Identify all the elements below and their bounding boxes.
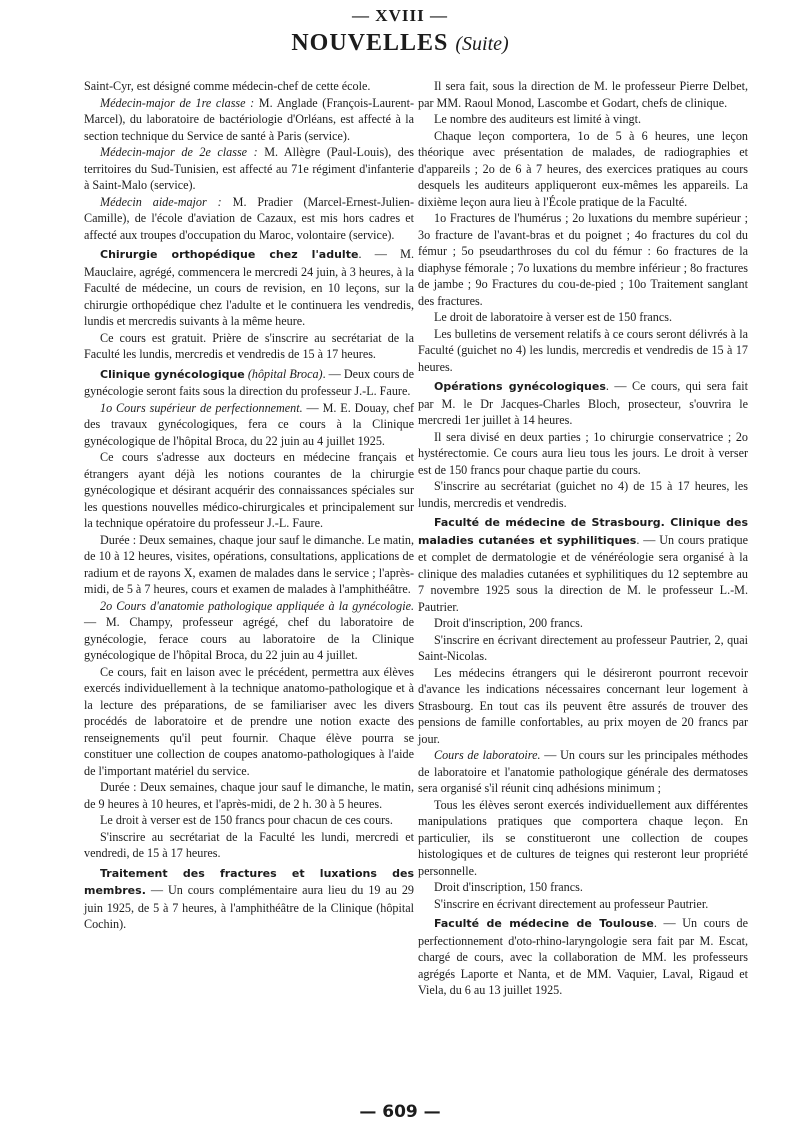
paragraph — [418, 514, 748, 615]
section-heading: Faculté de médecine de Strasbourg. Clinique des maladies cutanées et syphilitiques — [418, 516, 748, 547]
right-column — [418, 78, 748, 999]
paragraph — [418, 429, 748, 479]
paragraph — [84, 366, 414, 400]
paragraph-text: Le droit de laboratoire à verser est de 150 francs. — [434, 310, 672, 324]
paragraph — [84, 144, 414, 194]
paragraph — [84, 865, 414, 933]
paragraph — [84, 78, 414, 95]
paragraph — [84, 829, 414, 862]
paragraph — [418, 879, 748, 896]
paragraph-text: Ce cours, fait en laison avec le précédent, permettra aux élèves exercés individuellement à la technique anatomo-pathologique et à la lecture des préparations, de se familiariser avec les divers procédés de laboratoire et de prendre une notion exacte des renseignements qu'il peut fournir. Chaque élève pourra se constituer une collection de coupes anatomo-pathologiques à l'aide de l'important matériel du service. — [84, 664, 414, 778]
paragraph — [84, 400, 414, 450]
paragraph — [84, 812, 414, 829]
paragraph-text: Droit d'inscription, 150 francs. — [434, 880, 583, 894]
paragraph — [84, 598, 414, 664]
paragraph-text: . — Un cours pratique et complet de dermatologie et de vénéréologie sera organisé à la clinique des maladies cutanées et syphilitiques du 12 septembre au 7 novembre 1925 sous la direction de M. le professeur L.-M. Pautrier. — [418, 532, 748, 614]
paragraph — [84, 532, 414, 598]
paragraph — [418, 747, 748, 797]
italic-heading: 1o Cours supérieur de perfectionnement. — [100, 400, 303, 415]
paragraph-text: Saint-Cyr, est désigné comme médecin-chef de cette école. — [84, 79, 371, 93]
paragraph-text: S'inscrire en écrivant directement au professeur Pautrier. — [434, 896, 709, 911]
paragraph-text: Durée : Deux semaines, chaque jour sauf le dimanche. Le matin, de 10 à 12 heures, visites, opérations, consultations, applications de radium et de rayons X, examen de malades dans le service ; l'après-midi, de 5 à 7 heures, cours et examen de malades à l'amphithéâtre. — [84, 532, 414, 596]
paragraph-text: — Un cours sur les principales méthodes de laboratoire et l'anatomie pathologique générale des dermatoses sera organisé s'il réunit cinq adhésions minimum ; — [418, 748, 748, 795]
paragraph — [418, 797, 748, 880]
paragraph-text: Ce cours s'adresse aux docteurs en médecine français et étrangers ayant déjà les notions courantes de la chirurgie gynécologique et désirant acquérir des connaissances spéciales sur les questions nouvelles médico-chirurgicales et principalement sur la technique opératoire du professeur J.-L. Faure. — [84, 450, 414, 530]
paragraph — [84, 95, 414, 145]
italic-heading: 2o Cours d'anatomie pathologique appliquée à la gynécologie. — [100, 598, 414, 613]
paragraph-text: Le nombre des auditeurs est limité à vingt. — [434, 112, 642, 126]
paragraph-text: S'inscrire au secrétariat de la Faculté les lundi, mercredi et vendredi, de 15 à 17 heures. — [84, 829, 414, 860]
paragraph — [418, 896, 748, 913]
paragraph — [418, 615, 748, 632]
paragraph-text: Chaque leçon comportera, 1o de 5 à 6 heures, une leçon théorique avec présentation de malades, de radiographies et d'appareils ; 2o de 6 à 7 heures, des exercices pratiques au cours desquels les auditeurs appliqueront eux-mêmes les appareils. La dixième leçon aura lieu à l'École pratique de la Faculté. — [418, 128, 748, 209]
paragraph-text: . — Un cours de perfectionnement d'oto-rhino-laryngologie sera fait par M. Escat, chargé de cours, avec la collaboration de MM. les professeurs agrégés Laporte et Nanta, et de MM. Vaquier, Laval, Rigaud et Viela, du 6 au 13 juillet 1925. — [418, 916, 748, 997]
paragraph — [84, 246, 414, 330]
paragraph-text: Ce cours est gratuit. Prière de s'inscrire au secrétariat de la Faculté les lundis, mercredis et vendredis de 15 à 17 heures. — [84, 330, 414, 361]
paragraph — [84, 664, 414, 780]
italic-heading: Médecin aide-major : — [100, 194, 222, 209]
paragraph-text: 1o Fractures de l'humérus ; 2o luxations du membre supérieur ; 3o fracture de l'avant-bras et du poignet ; 4o fractures du col du fémur ; 5o pseudarthroses du col du fémur : 6o fractures de la diaphyse fémorale ; 7o luxations du membre inférieur ; 8o fractures de jambe ; 9o Fractures du cou-de-pied ; 10o Traitement sanglant des fractures. — [418, 211, 748, 308]
paragraph-text: S'inscrire en écrivant directement au professeur Pautrier, 2, quai Saint-Nicolas. — [418, 632, 748, 663]
title-main: NOUVELLES — [291, 30, 449, 56]
page-number: — 609 — — [359, 1102, 441, 1122]
paragraph-text: S'inscrire au secrétariat (guichet no 4) de 15 à 17 heures, les lundis, mercredis et vendredis. — [418, 479, 748, 510]
section-heading: Chirurgie orthopédique chez l'adulte — [100, 248, 359, 261]
paragraph-text: Les bulletins de versement relatifs à ce cours seront délivrés à la Faculté (guichet no 4) les lundis, mercredis et vendredis de 15 à 17 heures. — [418, 326, 748, 374]
paragraph — [418, 111, 748, 128]
left-column — [84, 78, 414, 933]
paragraph-text: M. Pradier (Marcel-Ernest-Julien-Camille), de l'école d'aviation de Cazaux, est mis hors cadres et affecté aux troupes d'occupation du Maroc, volontaire (service). — [84, 194, 415, 242]
paragraph-text: Il sera fait, sous la direction de M. le professeur Pierre Delbet, par MM. Raoul Monod, Lascombe et Godart, chefs de clinique. — [418, 79, 748, 110]
paragraph-text: — Un cours complémentaire aura lieu du 19 au 29 juin 1925, de 5 à 7 heures, à l'amphithéâtre de la Clinique (hôpital Cochin). — [84, 883, 414, 931]
title-suffix: (Suite) — [455, 33, 509, 55]
paragraph — [84, 449, 414, 532]
paragraph-text: Il sera divisé en deux parties ; 1o chirurgie conservatrice ; 2o hystérectomie. Ce cours aura lieu tous les jours. Le droit à verser est de 150 francs pour chaque partie du cours. — [418, 429, 748, 477]
roman-folio: — XVIII — — [352, 6, 448, 25]
paragraph — [418, 915, 748, 999]
section-heading: Opérations gynécologiques — [434, 380, 606, 393]
paragraph — [418, 326, 748, 376]
paragraph-text: Droit d'inscription, 200 francs. — [434, 616, 583, 630]
paragraph — [418, 478, 748, 511]
paragraph-text: M. Allègre (Paul-Louis), des territoires du Sud-Tunisien, est affecté au 71e régiment d'infanterie à Saint-Malo (service). — [84, 145, 414, 192]
paragraph — [418, 309, 748, 326]
paragraph — [84, 194, 414, 244]
section-heading: Clinique gynécologique — [100, 367, 245, 381]
paragraph — [418, 210, 748, 309]
paragraph-text: . — Ce cours, qui sera fait par M. le Dr Jacques-Charles Bloch, prosecteur, s'ouvrira le mercredi 1er juillet à 14 heures. — [418, 379, 748, 427]
italic-heading: Médecin-major de 1re classe : — [100, 95, 255, 110]
italic-heading: Médecin-major de 2e classe : — [100, 145, 258, 159]
paragraph-text: Tous les élèves seront exercés individuellement aux différentes manipulations pratiques que comportera chaque leçon. En particulier, ils se constitueront une collection de coupes histologiques et de cultures de teignes qui resteront leur propriété personnelle. — [418, 797, 748, 878]
paragraph-text: Le droit à verser est de 150 francs pour chacun de ces cours. — [100, 813, 393, 827]
paragraph-text: — M. E. Douay, chef des travaux gynécologiques, fera ce cours à la Clinique gynécologique de l'hôpital Broca, du 22 juin au 4 juillet 1925. — [84, 400, 415, 448]
paragraph-text: — M. Champy, professeur agrégé, chef du laboratoire de gynécologie, ferace cours au laboratoire de la Clinique gynécologique de l'hôpital Broca, du 22 juin au 4 juillet. — [84, 615, 414, 662]
paragraph — [84, 330, 414, 363]
paragraph-text: . — Deux cours de gynécologie seront faits sous la direction du professeur J.-L. Faure. — [84, 366, 415, 398]
italic-heading: Cours de laboratoire. — [434, 748, 541, 762]
paragraph-text: M. Anglade (François-Laurent-Marcel), du laboratoire de bactériologie d'Orléans, est affecté à la section technique du Service de santé à Paris (service). — [84, 95, 414, 143]
section-heading: Traitement des fractures et luxations des membres. — [84, 866, 414, 897]
section-heading: Faculté de médecine de Toulouse — [434, 917, 654, 930]
paragraph-text: Les médecins étrangers qui le désireront pourront recevoir d'avance les indications nécessaires concernant leur logement à Strasbourg. En tout cas ils peuvent être assurés de trouver des pensions de famille confortables, au prix moyen de 20 francs par jour. — [418, 665, 748, 746]
paragraph-text: . — M. Mauclaire, agrégé, commencera le mercredi 24 juin, à 3 heures, à la Faculté de médecine, un cours de revision, en 10 leçons, sur la chirurgie orthopédique chez l'adulte et le continuera les vendredis, lundis et mercredis suivants à la même heure. — [84, 247, 415, 328]
paragraph — [418, 632, 748, 665]
paragraph — [418, 665, 748, 748]
paragraph — [84, 779, 414, 812]
paragraph-text: Durée : Deux semaines, chaque jour sauf le dimanche, le matin, de 9 heures à 10 heures, et l'après-midi, de 2 h. 30 à 5 heures. — [84, 780, 414, 811]
italic-heading: (hôpital Broca) — [244, 366, 323, 381]
paragraph — [418, 378, 748, 429]
paragraph — [418, 128, 748, 211]
page-title — [0, 30, 800, 57]
paragraph — [418, 78, 748, 111]
